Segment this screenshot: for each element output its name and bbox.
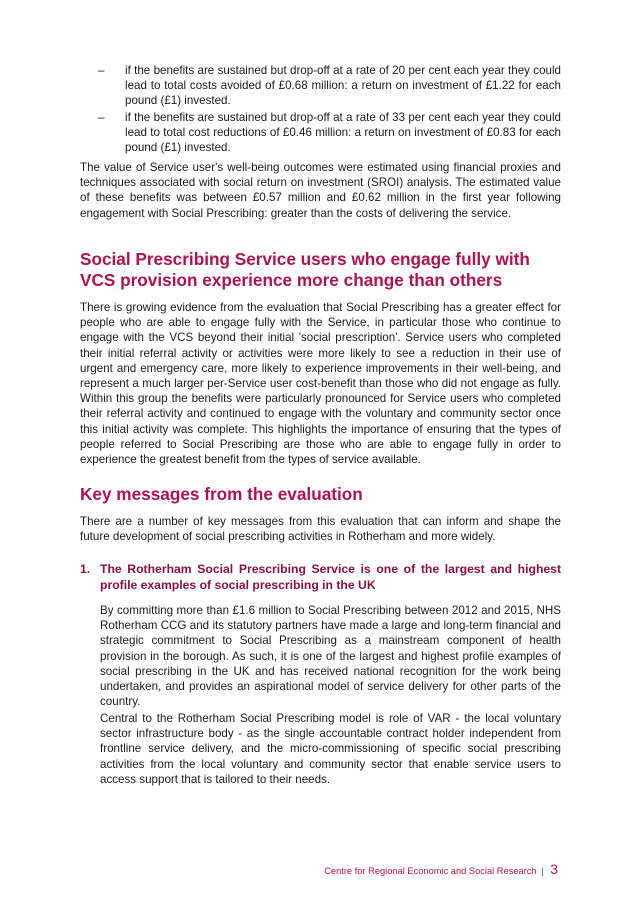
page-number: 3 <box>550 861 558 877</box>
bullet-dash: – <box>98 111 105 124</box>
footer-organisation: Centre for Regional Economic and Social Research <box>324 866 537 876</box>
item-paragraph: By committing more than £1.6 million to Social Prescribing between 2012 and 2015, NHS Rotherham CCG and its statutory partners have made a large and long-term financial and strategic commitment to Social Prescribing as a mainstream component of health provision in the borough. As such, it is one of the largest and highest profile examples of social prescribing in the UK and has received national recognition for the work being undertaken, and provides an aspirational model of service delivery for other parts of the country. <box>100 604 561 709</box>
item-paragraph: Central to the Rotherham Social Prescribing model is role of VAR - the local voluntary sector infrastructure body - as the single accountable contract holder independent from frontline service delivery, and the micro-commissioning of specific social prescribing activities from the local voluntary and community sector that enable service users to access support that is tailored to their needs. <box>100 712 561 786</box>
intro-paragraph: The value of Service user's well-being outcomes were estimated using financial proxies and techniques associated with social return on investment (SROI) analysis. The estimated value of these benefits was between £0.57 million and £0.62 million in the first year following engagement with Social Prescribing: greater than the costs of delivering the service. <box>80 161 561 220</box>
page-footer <box>324 862 558 878</box>
section-paragraph: There are a number of key messages from this evaluation that can inform and shape the future development of social prescribing activities in Rotherham and more widely. <box>80 515 561 544</box>
section-heading: Social Prescribing Service users who engage fully with VCS provision experience more change than others <box>80 249 530 290</box>
section-heading: Key messages from the evaluation <box>80 484 363 504</box>
item-title: The Rotherham Social Prescribing Service is one of the largest and highest profile examples of social prescribing in the UK <box>100 562 561 592</box>
item-number: 1. <box>80 562 91 576</box>
bullet-dash: – <box>98 64 105 77</box>
bullet-text: if the benefits are sustained but drop-off at a rate of 33 per cent each year they could lead to total cost reductions of £0.46 million: a return on investment of £0.83 for each pound (£1) invested. <box>125 111 561 155</box>
bullet-text: if the benefits are sustained but drop-off at a rate of 20 per cent each year they could lead to total costs avoided of £0.68 million: a return on investment of £1.22 for each pound (£1) invested. <box>125 64 561 108</box>
footer-separator: | <box>541 866 544 876</box>
section-paragraph: There is growing evidence from the evaluation that Social Prescribing has a greater effect for people who are able to engage fully with the Service, in particular those who continue to engage with the VCS beyond their initial 'social prescription'. Service users who completed their initial referral activity or activities were more likely to see a reduction in their use of urgent and emergency care, more likely to experience improvements in their well-being, and represent a much larger per-Service user cost-benefit than those who did not engage as fully. Within this group the benefits were particularly pronounced for Service users who completed their referral activity and continued to engage with the voluntary and community sector once this initial activity was complete. This highlights the importance of ensuring that the types of people referred to Social Prescribing are those who are able to engage fully in order to experience the greatest benefit from the types of service available. <box>80 301 561 467</box>
